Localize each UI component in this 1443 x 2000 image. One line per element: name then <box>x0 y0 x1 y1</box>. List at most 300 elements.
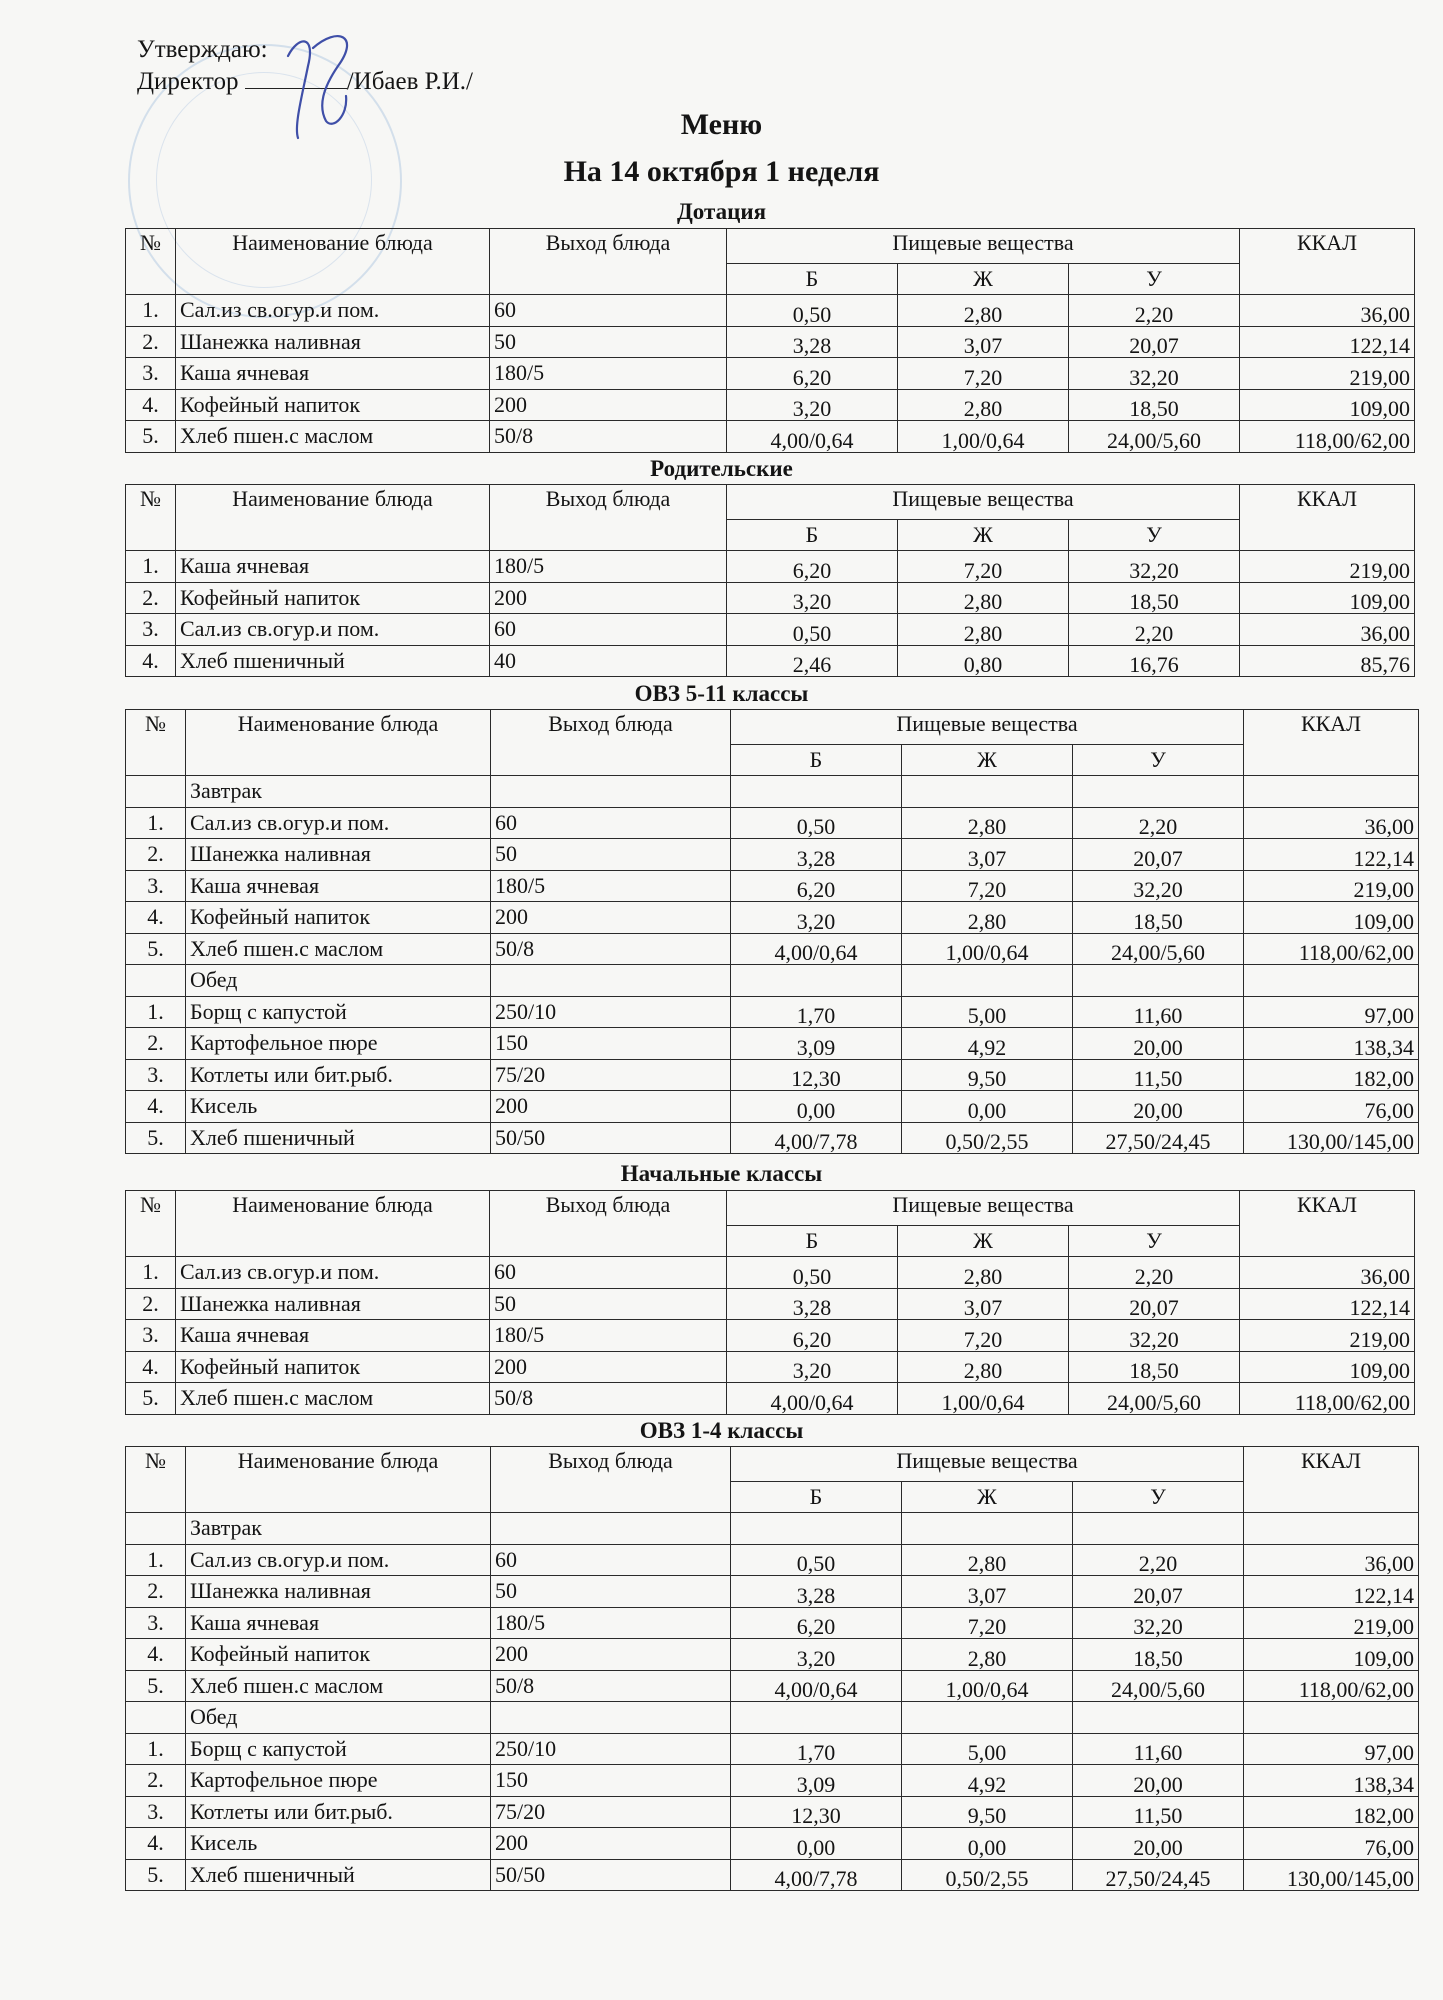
dish-output: 75/20 <box>491 1796 731 1828</box>
header-protein: Б <box>731 744 902 776</box>
header-protein: Б <box>731 1481 902 1513</box>
dish-output: 200 <box>491 1091 731 1123</box>
kcal-value: 122,14 <box>1244 839 1419 871</box>
menu-table <box>125 709 1419 1154</box>
dish-name: Шанежка наливная <box>176 326 490 358</box>
empty-cell <box>731 1702 902 1734</box>
protein-value: 0,50 <box>731 807 902 839</box>
row-num: 5. <box>126 1122 186 1154</box>
protein-value: 0,50 <box>727 1257 898 1289</box>
empty-cell <box>1244 776 1419 808</box>
protein-value: 3,20 <box>727 582 898 614</box>
carbs-value: 2,20 <box>1069 295 1240 327</box>
fat-value: 2,80 <box>902 807 1073 839</box>
table-row <box>126 1828 1419 1860</box>
carbs-value: 27,50/24,45 <box>1073 1122 1244 1154</box>
fat-value: 3,07 <box>902 839 1073 871</box>
dish-name: Хлеб пшеничный <box>176 645 490 677</box>
kcal-value: 219,00 <box>1240 551 1415 583</box>
fat-value: 2,80 <box>902 1639 1073 1671</box>
table-header-row <box>126 1447 1419 1482</box>
kcal-value: 76,00 <box>1244 1828 1419 1860</box>
dish-name: Кофейный напиток <box>186 902 491 934</box>
dish-name: Кофейный напиток <box>176 1351 490 1383</box>
table-header-row <box>126 229 1415 264</box>
dish-name: Хлеб пшеничный <box>186 1859 491 1891</box>
kcal-value: 97,00 <box>1244 996 1419 1028</box>
protein-value: 0,50 <box>727 614 898 646</box>
fat-value: 7,20 <box>898 1320 1069 1352</box>
fat-value: 4,92 <box>902 1028 1073 1060</box>
protein-value: 3,28 <box>731 839 902 871</box>
dish-output: 60 <box>490 295 727 327</box>
table-header-row <box>126 485 1415 520</box>
row-num <box>126 776 186 808</box>
dish-output: 200 <box>490 389 727 421</box>
carbs-value: 11,50 <box>1073 1796 1244 1828</box>
kcal-value: 219,00 <box>1240 1320 1415 1352</box>
dish-name: Каша ячневая <box>176 551 490 583</box>
table-row <box>126 326 1415 358</box>
protein-value: 4,00/0,64 <box>727 421 898 453</box>
kcal-value: 97,00 <box>1244 1733 1419 1765</box>
dish-name: Шанежка наливная <box>186 1576 491 1608</box>
dish-output: 50/8 <box>490 1383 727 1415</box>
header-fat: Ж <box>902 1481 1073 1513</box>
protein-value: 6,20 <box>731 1607 902 1639</box>
fat-value: 5,00 <box>902 1733 1073 1765</box>
fat-value: 3,07 <box>898 1288 1069 1320</box>
row-num: 2. <box>126 582 176 614</box>
header-output: Выход блюда <box>491 1447 731 1513</box>
carbs-value: 32,20 <box>1073 870 1244 902</box>
dish-output: 60 <box>491 1544 731 1576</box>
dish-name: Сал.из св.огур.и пом. <box>176 295 490 327</box>
row-num: 2. <box>126 1765 186 1797</box>
row-num: 1. <box>126 1257 176 1289</box>
fat-value: 0,00 <box>902 1091 1073 1123</box>
header-carbs: У <box>1069 519 1240 551</box>
dish-name: Каша ячневая <box>176 358 490 390</box>
row-num: 3. <box>126 1607 186 1639</box>
row-num: 4. <box>126 902 186 934</box>
fat-value: 9,50 <box>902 1059 1073 1091</box>
dish-output: 200 <box>490 1351 727 1383</box>
header-kcal: ККАЛ <box>1240 229 1415 295</box>
dish-output: 200 <box>490 582 727 614</box>
carbs-value: 2,20 <box>1069 1257 1240 1289</box>
page-subtitle: На 14 октября 1 неделя <box>563 155 880 188</box>
row-num: 5. <box>126 933 186 965</box>
dish-output: 50/50 <box>491 1122 731 1154</box>
protein-value: 1,70 <box>731 1733 902 1765</box>
carbs-value: 16,76 <box>1069 645 1240 677</box>
kcal-value: 219,00 <box>1244 1607 1419 1639</box>
protein-value: 12,30 <box>731 1796 902 1828</box>
table-row <box>126 1091 1419 1123</box>
kcal-value: 219,00 <box>1240 358 1415 390</box>
table-row <box>126 421 1415 453</box>
kcal-value: 219,00 <box>1244 870 1419 902</box>
dish-name: Борщ с капустой <box>186 996 491 1028</box>
empty-cell <box>491 1702 731 1734</box>
row-num: 4. <box>126 1828 186 1860</box>
protein-value: 0,50 <box>731 1544 902 1576</box>
carbs-value: 11,60 <box>1073 996 1244 1028</box>
row-num: 1. <box>126 1544 186 1576</box>
header-name: Наименование блюда <box>176 1191 490 1257</box>
empty-cell <box>902 1702 1073 1734</box>
header-num: № <box>126 229 176 295</box>
fat-value: 1,00/0,64 <box>902 933 1073 965</box>
dish-output: 50/50 <box>491 1859 731 1891</box>
header-fat: Ж <box>898 1225 1069 1257</box>
protein-value: 6,20 <box>727 358 898 390</box>
kcal-value: 109,00 <box>1244 1639 1419 1671</box>
empty-cell <box>1244 1702 1419 1734</box>
header-name: Наименование блюда <box>186 1447 491 1513</box>
dish-output: 150 <box>491 1028 731 1060</box>
kcal-value: 138,34 <box>1244 1028 1419 1060</box>
header-num: № <box>126 710 186 776</box>
section-title: ОВЗ 1-4 классы <box>639 1418 804 1443</box>
dish-output: 50 <box>490 326 727 358</box>
table-row <box>126 389 1415 421</box>
header-num: № <box>126 1191 176 1257</box>
kcal-value: 109,00 <box>1240 1351 1415 1383</box>
table-header-row <box>126 1191 1415 1226</box>
dish-name: Кисель <box>186 1828 491 1860</box>
header-kcal: ККАЛ <box>1244 710 1419 776</box>
row-num: 3. <box>126 870 186 902</box>
dish-output: 250/10 <box>491 996 731 1028</box>
carbs-value: 2,20 <box>1069 614 1240 646</box>
header-num: № <box>126 1447 186 1513</box>
empty-cell <box>1073 776 1244 808</box>
row-num: 5. <box>126 421 176 453</box>
dish-output: 60 <box>490 1257 727 1289</box>
row-num: 2. <box>126 839 186 871</box>
dish-output: 200 <box>491 902 731 934</box>
table-row <box>126 582 1415 614</box>
header-protein: Б <box>727 263 898 295</box>
dish-output: 60 <box>491 807 731 839</box>
protein-value: 12,30 <box>731 1059 902 1091</box>
kcal-value: 138,34 <box>1244 1765 1419 1797</box>
header-nutrients: Пищевые вещества <box>727 229 1240 264</box>
fat-value: 7,20 <box>902 1607 1073 1639</box>
kcal-value: 118,00/62,00 <box>1244 933 1419 965</box>
carbs-value: 18,50 <box>1073 902 1244 934</box>
dish-output: 250/10 <box>491 1733 731 1765</box>
carbs-value: 11,50 <box>1073 1059 1244 1091</box>
protein-value: 6,20 <box>727 551 898 583</box>
dish-name: Хлеб пшен.с маслом <box>186 933 491 965</box>
row-num: 1. <box>126 1733 186 1765</box>
carbs-value: 20,07 <box>1073 1576 1244 1608</box>
header-name: Наименование блюда <box>176 229 490 295</box>
row-num: 1. <box>126 996 186 1028</box>
kcal-value: 36,00 <box>1240 1257 1415 1289</box>
dish-output: 50/8 <box>490 421 727 453</box>
row-num: 3. <box>126 614 176 646</box>
row-num: 5. <box>126 1383 176 1415</box>
protein-value: 3,20 <box>731 902 902 934</box>
section-title: Начальные классы <box>620 1161 823 1186</box>
dish-name: Сал.из св.огур.и пом. <box>176 614 490 646</box>
director-label: Директор <box>137 68 239 95</box>
protein-value: 3,20 <box>727 389 898 421</box>
header-nutrients: Пищевые вещества <box>727 485 1240 520</box>
dish-output: 50 <box>490 1288 727 1320</box>
dish-name: Каша ячневая <box>186 870 491 902</box>
protein-value: 3,28 <box>731 1576 902 1608</box>
empty-cell <box>731 776 902 808</box>
fat-value: 7,20 <box>898 551 1069 583</box>
table-row <box>126 614 1415 646</box>
kcal-value: 109,00 <box>1240 582 1415 614</box>
fat-value: 0,50/2,55 <box>902 1859 1073 1891</box>
carbs-value: 20,07 <box>1069 326 1240 358</box>
section-title: Дотация <box>676 199 767 224</box>
table-row <box>126 1288 1415 1320</box>
empty-cell <box>1244 1513 1419 1545</box>
row-num: 3. <box>126 1796 186 1828</box>
empty-cell <box>491 965 731 997</box>
dish-output: 200 <box>491 1639 731 1671</box>
row-num: 2. <box>126 1576 186 1608</box>
dish-name: Кофейный напиток <box>176 582 490 614</box>
meal-group-row <box>126 965 1419 997</box>
carbs-value: 20,07 <box>1073 839 1244 871</box>
dish-name: Картофельное пюре <box>186 1765 491 1797</box>
kcal-value: 109,00 <box>1240 389 1415 421</box>
empty-cell <box>1073 1513 1244 1545</box>
table-row <box>126 1544 1419 1576</box>
row-num: 3. <box>126 358 176 390</box>
dish-name: Кофейный напиток <box>186 1639 491 1671</box>
row-num: 2. <box>126 1288 176 1320</box>
carbs-value: 11,60 <box>1073 1733 1244 1765</box>
dish-output: 180/5 <box>491 870 731 902</box>
header-output: Выход блюда <box>490 229 727 295</box>
fat-value: 2,80 <box>898 389 1069 421</box>
meal-group-row <box>126 1513 1419 1545</box>
kcal-value: 122,14 <box>1240 1288 1415 1320</box>
header-nutrients: Пищевые вещества <box>731 1447 1244 1482</box>
header-fat: Ж <box>898 263 1069 295</box>
row-num: 4. <box>126 1091 186 1123</box>
row-num: 4. <box>126 1351 176 1383</box>
menu-table <box>125 484 1415 677</box>
table-row <box>126 870 1419 902</box>
fat-value: 2,80 <box>898 1351 1069 1383</box>
dish-name: Борщ с капустой <box>186 1733 491 1765</box>
row-num: 1. <box>126 295 176 327</box>
kcal-value: 122,14 <box>1240 326 1415 358</box>
table-row <box>126 551 1415 583</box>
dish-output: 180/5 <box>490 358 727 390</box>
fat-value: 2,80 <box>902 902 1073 934</box>
fat-value: 1,00/0,64 <box>902 1670 1073 1702</box>
carbs-value: 32,20 <box>1069 358 1240 390</box>
header-nutrients: Пищевые вещества <box>727 1191 1240 1226</box>
carbs-value: 24,00/5,60 <box>1073 1670 1244 1702</box>
protein-value: 3,20 <box>731 1639 902 1671</box>
protein-value: 0,50 <box>727 295 898 327</box>
row-num: 1. <box>126 807 186 839</box>
menu-table <box>125 1446 1419 1891</box>
header-nutrients: Пищевые вещества <box>731 710 1244 745</box>
carbs-value: 24,00/5,60 <box>1069 421 1240 453</box>
table-row <box>126 933 1419 965</box>
kcal-value: 36,00 <box>1240 295 1415 327</box>
dish-name: Каша ячневая <box>176 1320 490 1352</box>
row-num: 4. <box>126 1639 186 1671</box>
table-row <box>126 1028 1419 1060</box>
dish-output: 150 <box>491 1765 731 1797</box>
table-row <box>126 1765 1419 1797</box>
fat-value: 7,20 <box>898 358 1069 390</box>
dish-name: Хлеб пшеничный <box>186 1122 491 1154</box>
row-num: 2. <box>126 1028 186 1060</box>
row-num: 3. <box>126 1059 186 1091</box>
protein-value: 0,00 <box>731 1091 902 1123</box>
dish-name: Хлеб пшен.с маслом <box>186 1670 491 1702</box>
dish-output: 75/20 <box>491 1059 731 1091</box>
kcal-value: 122,14 <box>1244 1576 1419 1608</box>
table-row <box>126 1733 1419 1765</box>
table-row <box>126 839 1419 871</box>
dish-name: Картофельное пюре <box>186 1028 491 1060</box>
kcal-value: 36,00 <box>1244 1544 1419 1576</box>
header-carbs: У <box>1073 744 1244 776</box>
protein-value: 3,20 <box>727 1351 898 1383</box>
protein-value: 6,20 <box>727 1320 898 1352</box>
page-title: Меню <box>680 108 763 141</box>
dish-name: Каша ячневая <box>186 1607 491 1639</box>
protein-value: 4,00/7,78 <box>731 1859 902 1891</box>
table-row <box>126 807 1419 839</box>
dish-name: Хлеб пшен.с маслом <box>176 421 490 453</box>
table-row <box>126 1639 1419 1671</box>
protein-value: 1,70 <box>731 996 902 1028</box>
fat-value: 0,00 <box>902 1828 1073 1860</box>
empty-cell <box>491 1513 731 1545</box>
dish-output: 180/5 <box>490 551 727 583</box>
section-title: Родительские <box>650 456 793 481</box>
row-num: 4. <box>126 645 176 677</box>
approve-label: Утверждаю: <box>137 36 268 63</box>
empty-cell <box>902 776 1073 808</box>
dish-name: Кофейный напиток <box>176 389 490 421</box>
empty-cell <box>1244 965 1419 997</box>
kcal-value: 130,00/145,00 <box>1244 1859 1419 1891</box>
protein-value: 4,00/0,64 <box>727 1383 898 1415</box>
header-carbs: У <box>1069 1225 1240 1257</box>
dish-name: Шанежка наливная <box>186 839 491 871</box>
protein-value: 3,09 <box>731 1028 902 1060</box>
carbs-value: 24,00/5,60 <box>1073 933 1244 965</box>
row-num: 3. <box>126 1320 176 1352</box>
row-num <box>126 965 186 997</box>
table-row <box>126 902 1419 934</box>
header-kcal: ККАЛ <box>1240 1191 1415 1257</box>
kcal-value: 36,00 <box>1244 807 1419 839</box>
protein-value: 2,46 <box>727 645 898 677</box>
protein-value: 0,00 <box>731 1828 902 1860</box>
row-num <box>126 1702 186 1734</box>
dish-output: 50 <box>491 1576 731 1608</box>
dish-output: 180/5 <box>490 1320 727 1352</box>
carbs-value: 18,50 <box>1069 389 1240 421</box>
dish-name: Сал.из св.огур.и пом. <box>176 1257 490 1289</box>
protein-value: 3,09 <box>731 1765 902 1797</box>
header-protein: Б <box>727 1225 898 1257</box>
dish-output: 50/8 <box>491 933 731 965</box>
carbs-value: 32,20 <box>1069 1320 1240 1352</box>
carbs-value: 20,07 <box>1069 1288 1240 1320</box>
meal-group-label: Завтрак <box>186 1513 491 1545</box>
carbs-value: 18,50 <box>1069 1351 1240 1383</box>
table-row <box>126 1257 1415 1289</box>
fat-value: 7,20 <box>902 870 1073 902</box>
table-row <box>126 295 1415 327</box>
table-row <box>126 1796 1419 1828</box>
dish-name: Сал.из св.огур.и пом. <box>186 1544 491 1576</box>
dish-name: Хлеб пшен.с маслом <box>176 1383 490 1415</box>
row-num: 5. <box>126 1859 186 1891</box>
kcal-value: 182,00 <box>1244 1059 1419 1091</box>
empty-cell <box>731 1513 902 1545</box>
empty-cell <box>491 776 731 808</box>
kcal-value: 118,00/62,00 <box>1244 1670 1419 1702</box>
table-row <box>126 1320 1415 1352</box>
table-row <box>126 1607 1419 1639</box>
kcal-value: 76,00 <box>1244 1091 1419 1123</box>
empty-cell <box>902 965 1073 997</box>
section-title: ОВЗ 5-11 классы <box>634 681 809 706</box>
header-output: Выход блюда <box>491 710 731 776</box>
table-header-row <box>126 710 1419 745</box>
protein-value: 4,00/0,64 <box>731 933 902 965</box>
fat-value: 2,80 <box>898 614 1069 646</box>
row-num: 1. <box>126 551 176 583</box>
header-carbs: У <box>1069 263 1240 295</box>
fat-value: 0,80 <box>898 645 1069 677</box>
header-kcal: ККАЛ <box>1240 485 1415 551</box>
director-name: /Ибаев Р.И./ <box>346 68 473 95</box>
empty-cell <box>1073 1702 1244 1734</box>
fat-value: 2,80 <box>898 295 1069 327</box>
dish-name: Сал.из св.огур.и пом. <box>186 807 491 839</box>
dish-name: Кисель <box>186 1091 491 1123</box>
dish-output: 200 <box>491 1828 731 1860</box>
fat-value: 1,00/0,64 <box>898 421 1069 453</box>
meal-group-label: Обед <box>186 965 491 997</box>
dish-output: 50 <box>491 839 731 871</box>
kcal-value: 118,00/62,00 <box>1240 421 1415 453</box>
meal-group-row <box>126 776 1419 808</box>
header-protein: Б <box>727 519 898 551</box>
protein-value: 6,20 <box>731 870 902 902</box>
fat-value: 5,00 <box>902 996 1073 1028</box>
dish-output: 40 <box>490 645 727 677</box>
menu-table <box>125 1190 1415 1415</box>
kcal-value: 109,00 <box>1244 902 1419 934</box>
row-num: 4. <box>126 389 176 421</box>
fat-value: 0,50/2,55 <box>902 1122 1073 1154</box>
